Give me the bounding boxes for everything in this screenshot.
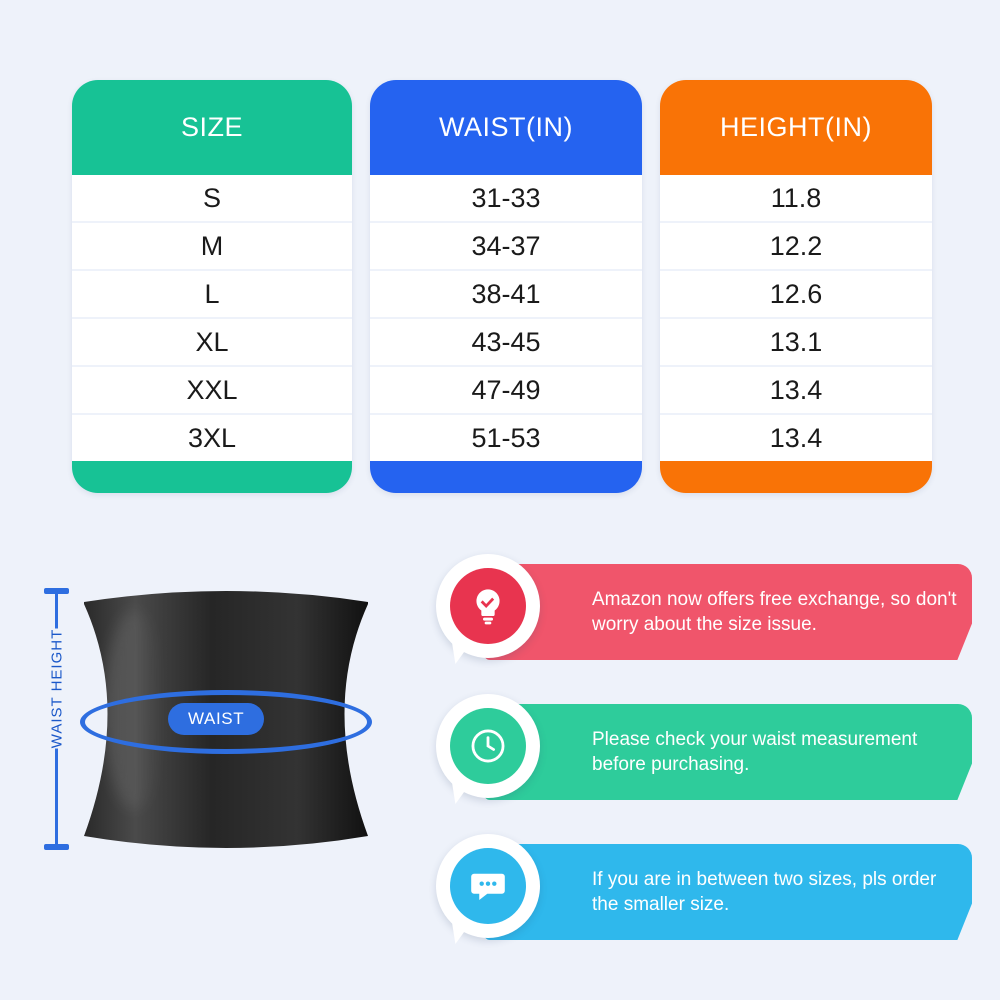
size-chart-table — [72, 80, 928, 493]
ruler-cap-bottom — [44, 844, 69, 850]
waist-label: WAIST — [168, 703, 264, 735]
column-body-waist — [370, 175, 642, 493]
clock-icon — [450, 708, 526, 784]
waist-height-ruler — [42, 588, 70, 850]
table-column-height — [660, 80, 932, 493]
table-cell: XXL — [72, 367, 352, 415]
note-badge — [432, 692, 544, 810]
table-column-waist — [370, 80, 642, 493]
table-column-size — [72, 80, 352, 493]
note-badge — [432, 832, 544, 950]
note-badge — [432, 552, 544, 670]
note-ribbon — [484, 844, 972, 940]
table-cell: 13.1 — [660, 319, 932, 367]
table-cell: 13.4 — [660, 415, 932, 461]
column-body-size — [72, 175, 352, 493]
table-cell: 13.4 — [660, 367, 932, 415]
table-cell: 34-37 — [370, 223, 642, 271]
note-text: If you are in between two sizes, pls order the smaller size. — [592, 868, 937, 915]
column-header-waist: WAIST(IN) — [439, 112, 573, 142]
product-illustration — [18, 560, 428, 980]
column-header-height: HEIGHT(IN) — [720, 112, 872, 142]
table-cell: 31-33 — [370, 175, 642, 223]
ruler-cap-top — [44, 588, 69, 594]
column-body-height — [660, 175, 932, 493]
note-item — [432, 832, 972, 964]
table-cell: 12.2 — [660, 223, 932, 271]
table-cell: 3XL — [72, 415, 352, 461]
table-cell: M — [72, 223, 352, 271]
chat-bubble-icon — [450, 848, 526, 924]
table-cell: L — [72, 271, 352, 319]
note-ribbon — [484, 564, 972, 660]
table-cell: S — [72, 175, 352, 223]
note-item — [432, 552, 972, 684]
table-cell: 11.8 — [660, 175, 932, 223]
waist-height-label: WAIST HEIGHT — [45, 629, 70, 749]
note-text: Please check your waist measurement before purchasing. — [592, 728, 918, 775]
table-cell: 51-53 — [370, 415, 642, 461]
column-header-size: SIZE — [180, 112, 243, 142]
note-item — [432, 692, 972, 824]
table-cell: 38-41 — [370, 271, 642, 319]
note-text: Amazon now offers free exchange, so don't worry about the size issue. — [592, 588, 957, 635]
table-cell: 43-45 — [370, 319, 642, 367]
notes-list — [432, 552, 972, 972]
table-cell: 47-49 — [370, 367, 642, 415]
table-cell: XL — [72, 319, 352, 367]
table-cell: 12.6 — [660, 271, 932, 319]
lightbulb-check-icon — [450, 568, 526, 644]
note-ribbon — [484, 704, 972, 800]
